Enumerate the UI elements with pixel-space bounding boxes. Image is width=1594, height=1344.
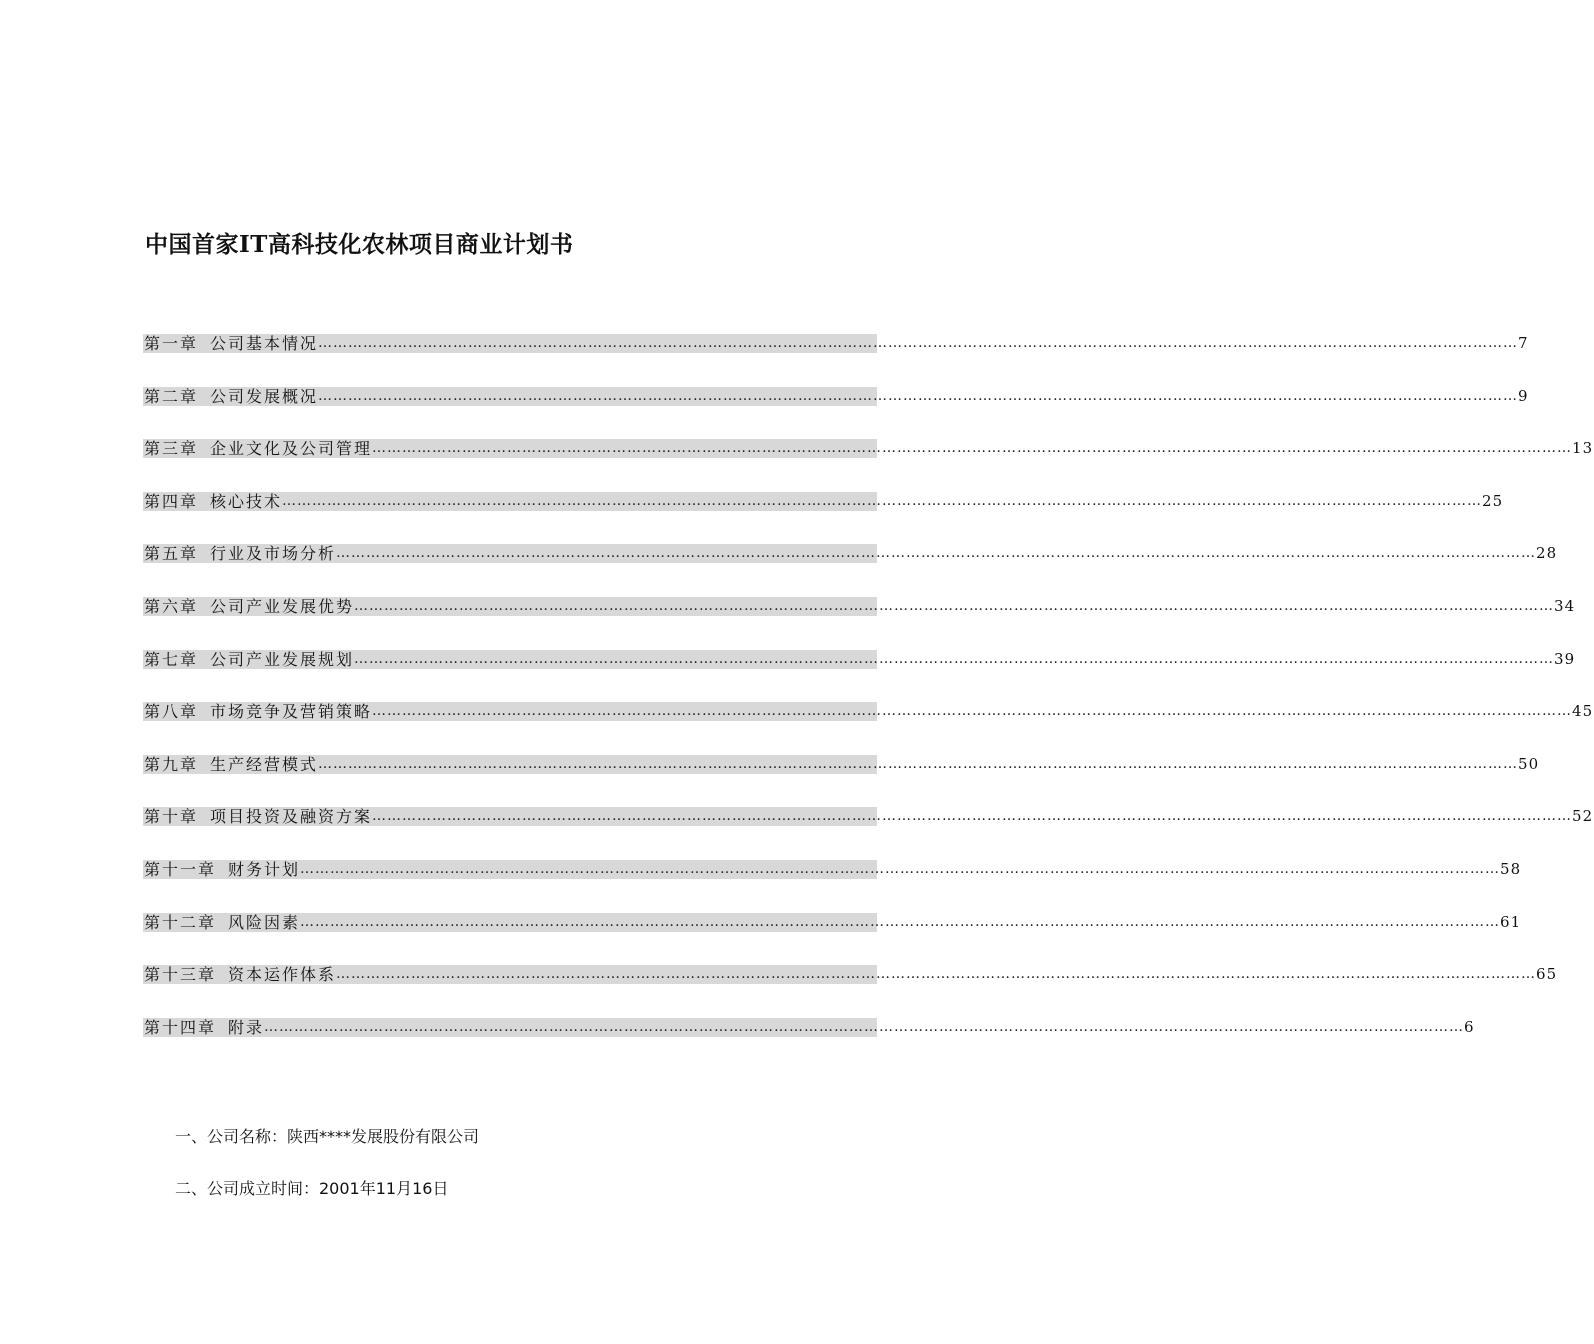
document-title: 中国首家IT高科技化农林项目商业计划书 bbox=[145, 231, 574, 258]
toc-page-number: 7 bbox=[1518, 334, 1529, 352]
toc-entry[interactable] bbox=[143, 860, 1522, 879]
toc-chapter-title: 生产经营模式 bbox=[210, 754, 319, 774]
toc-dot-leader: …………………………………………………………………………………………………………………………………………………………………………………………………………………… bbox=[318, 387, 1519, 404]
toc-chapter-title: 附录 bbox=[228, 1017, 265, 1037]
toc-entry[interactable] bbox=[143, 702, 1594, 722]
toc-page-number: 39 bbox=[1554, 649, 1576, 668]
toc-chapter-title: 行业及市场分析 bbox=[210, 544, 337, 564]
toc-page-number: 58 bbox=[1500, 860, 1522, 878]
toc-dot-leader: …………………………………………………………………………………………………………………………………………………………………………………………………………………… bbox=[336, 545, 1537, 562]
toc-chapter-number: 第六章 bbox=[144, 597, 199, 616]
toc-dot-leader: …………………………………………………………………………………………………………………………………………………………………………………………………………………… bbox=[318, 755, 1519, 772]
toc-chapter-number: 第十四章 bbox=[144, 1017, 217, 1037]
toc-page-number: 6 bbox=[1464, 1017, 1475, 1036]
toc-page-number: 25 bbox=[1482, 491, 1504, 510]
toc-chapter-number: 第四章 bbox=[144, 491, 199, 511]
toc-entry[interactable] bbox=[143, 439, 1594, 459]
toc-entry[interactable] bbox=[143, 491, 1504, 511]
toc-dot-leader: …………………………………………………………………………………………………………………………………………………………………………………………………………………… bbox=[372, 440, 1573, 457]
toc-chapter-title: 公司产业发展规划 bbox=[210, 649, 355, 669]
toc-chapter-number: 第二章 bbox=[144, 386, 199, 406]
toc-page-number: 28 bbox=[1536, 544, 1558, 563]
toc-entry[interactable] bbox=[143, 1017, 1475, 1037]
toc-dot-leader: …………………………………………………………………………………………………………………………………………………………………………………………………………………… bbox=[300, 913, 1501, 930]
toc-entry[interactable] bbox=[143, 965, 1558, 985]
toc-chapter-title: 公司基本情况 bbox=[210, 334, 319, 353]
toc-dot-leader: …………………………………………………………………………………………………………………………………………………………………………………………………………………… bbox=[264, 1018, 1465, 1035]
toc-page-number: 50 bbox=[1518, 754, 1540, 773]
toc-chapter-number: 第七章 bbox=[144, 649, 199, 669]
toc-page-number: 61 bbox=[1500, 912, 1522, 931]
toc-dot-leader: …………………………………………………………………………………………………………………………………………………………………………………………………………………… bbox=[318, 335, 1519, 351]
toc-page-number: 52 bbox=[1572, 807, 1594, 826]
toc-chapter-title: 公司发展概况 bbox=[210, 386, 319, 406]
toc-chapter-number: 第五章 bbox=[144, 544, 199, 564]
founded-date-line: 二、公司成立时间：2001年11月16日 bbox=[175, 1179, 449, 1198]
toc-dot-leader: …………………………………………………………………………………………………………………………………………………………………………………………………………………… bbox=[372, 808, 1573, 825]
toc-dot-leader: …………………………………………………………………………………………………………………………………………………………………………………………………………………… bbox=[300, 861, 1501, 877]
toc-dot-leader: …………………………………………………………………………………………………………………………………………………………………………………………………………………… bbox=[282, 492, 1483, 509]
toc-page-number: 9 bbox=[1518, 386, 1529, 405]
toc-dot-leader: …………………………………………………………………………………………………………………………………………………………………………………………………………………… bbox=[354, 650, 1555, 667]
company-name-line: 一、公司名称：陕西****发展股份有限公司 bbox=[175, 1127, 480, 1146]
toc-chapter-number: 第十一章 bbox=[144, 860, 217, 879]
toc-chapter-title: 资本运作体系 bbox=[228, 965, 337, 985]
toc-chapter-number: 第九章 bbox=[144, 754, 199, 774]
toc-chapter-number: 第八章 bbox=[144, 702, 199, 722]
toc-chapter-title: 市场竞争及营销策略 bbox=[210, 702, 373, 722]
toc-chapter-number: 第一章 bbox=[144, 334, 199, 353]
toc-entry[interactable] bbox=[143, 807, 1594, 827]
toc-chapter-title: 项目投资及融资方案 bbox=[210, 807, 373, 827]
toc-entry[interactable] bbox=[143, 912, 1522, 932]
toc-entry[interactable] bbox=[143, 386, 1529, 406]
toc-entry[interactable] bbox=[143, 544, 1558, 564]
toc-chapter-title: 公司产业发展优势 bbox=[210, 597, 355, 616]
toc-chapter-title: 财务计划 bbox=[228, 860, 301, 879]
toc-entry[interactable] bbox=[143, 649, 1576, 669]
toc-entry[interactable] bbox=[143, 754, 1540, 774]
toc-chapter-number: 第十三章 bbox=[144, 965, 217, 985]
toc-dot-leader: …………………………………………………………………………………………………………………………………………………………………………………………………………………… bbox=[372, 703, 1573, 720]
toc-page-number: 65 bbox=[1536, 965, 1558, 984]
toc-entry[interactable] bbox=[143, 334, 1529, 353]
toc-chapter-number: 第十章 bbox=[144, 807, 199, 827]
toc-chapter-title: 风险因素 bbox=[228, 912, 301, 932]
toc-chapter-title: 企业文化及公司管理 bbox=[210, 439, 373, 459]
toc-page-number: 34 bbox=[1554, 597, 1576, 615]
toc-dot-leader: …………………………………………………………………………………………………………………………………………………………………………………………………………………… bbox=[336, 966, 1537, 983]
toc-chapter-title: 核心技术 bbox=[210, 491, 283, 511]
toc-chapter-number: 第十二章 bbox=[144, 912, 217, 932]
toc-entry[interactable] bbox=[143, 597, 1576, 616]
toc-page-number: 45 bbox=[1572, 702, 1594, 721]
toc-chapter-number: 第三章 bbox=[144, 439, 199, 459]
toc-dot-leader: …………………………………………………………………………………………………………………………………………………………………………………………………………………… bbox=[354, 598, 1555, 614]
toc-page-number: 13 bbox=[1572, 439, 1594, 458]
